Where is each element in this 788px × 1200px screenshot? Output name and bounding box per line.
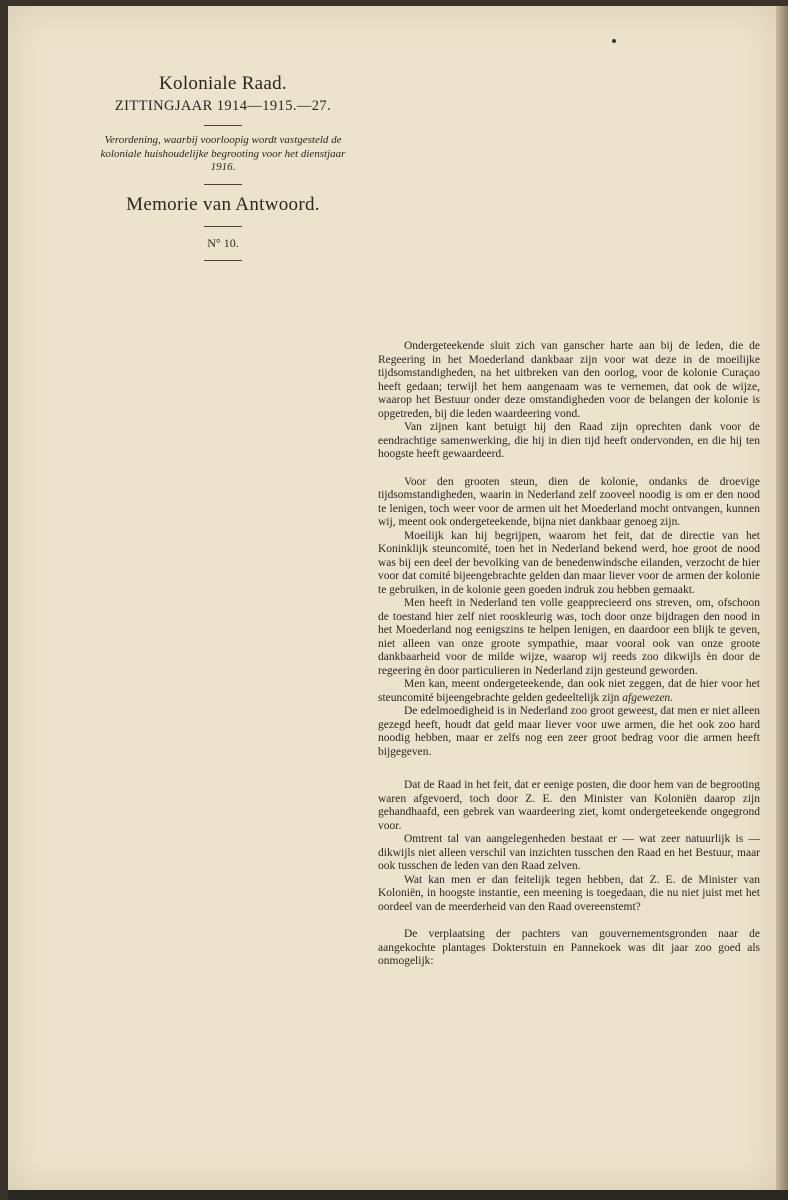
divider xyxy=(204,184,242,185)
memo-body xyxy=(378,340,760,969)
divider xyxy=(204,226,242,227)
divider xyxy=(204,125,242,126)
ordinance-description: Verordening, waarbij voorloopig wordt vastgesteld de koloniale huishoudelijke begrooting voor het dienstjaar 1916. xyxy=(100,134,346,173)
paragraph: Ondergeteekende sluit zich van ganscher harte aan bij de leden, die de Regeering in het Moederland dankbaar zijn voor wat deze in de moeilijke tijdsomstandigheden, na het uitbreken van den oorlog, voor de kolonie Curaçao heeft gedaan; terwijl het hem aangenaam was te vernemen, dat ook de wijze, waarop het Bestuur onder deze omstandigheden voor de belangen der kolonie is opgetreden, bij die leden waardeering vond. xyxy=(378,340,760,420)
document-page xyxy=(8,6,776,1190)
paragraph: De edelmoedigheid is in Nederland zoo groot geweest, dat men er niet alleen gezegd heeft, houdt dat geld maar liever voor uwe armen, die het ook zoo hard noodig hebben, maar er zelfs nog een zeer groot bedrag voor die armen heeft bijgegeven. xyxy=(378,705,760,758)
paragraph: Moeilijk kan hij begrijpen, waarom het feit, dat de directie van het Koninklijk steuncomité, toen het in Nederland bekend werd, hoe groot de nood was bij een deel der bevolking van de benedenwindsche eilanden, verzocht de hier voor dat comité bijeengebrachte gelden dan maar liever voor de armen der kolonie te gebruiken, in de kolonie geen goeden indruk zou hebben gemaakt. xyxy=(378,529,760,596)
paragraph: Voor den grooten steun, dien de kolonie, ondanks de droevige tijdsomstandigheden, waarin in Nederland zelf zooveel noodig is om er den nood te lenigen, toch weer voor de armen uit het Moederland mocht ontvangen, kunnen wij, meent ook ondergeteekende, bijna niet dankbaar genoeg zijn. xyxy=(378,475,760,528)
document-header xyxy=(88,72,358,269)
paragraph: Men heeft in Nederland ten volle geapprecieerd ons streven, om, ofschoon de toestand hier zelf niet rooskleurig was, toch door onze bijdragen den nood in het Moederland nog eenigszins te helpen lenigen, en daardoor een blijk te geven, niet alleen van onze groote sympathie, maar vooral ook van onze groote dankbaarheid voor de milde wijze, waarop wij reeds zoo dikwijls èn door de regeering èn door particulieren in Nederland zijn gesteund geworden. xyxy=(378,597,760,677)
ink-speck xyxy=(612,39,616,43)
divider xyxy=(204,260,242,261)
page-edge xyxy=(776,6,788,1190)
paragraph: Van zijnen kant betuigt hij den Raad zijn oprechten dank voor de eendrachtige samenwerking, die hij in dien tijd heeft ondervonden, en die hij ten hoogste heeft gewaardeerd. xyxy=(378,421,760,460)
document-number: N° 10. xyxy=(207,235,239,250)
council-title: Koloniale Raad. xyxy=(159,73,287,94)
paragraph: Wat kan men er dan feitelijk tegen hebben, dat Z. E. de Minister van Koloniën, in hoogste instantie, een meening is toegedaan, die nu niet juist met het oordeel van de meerderheid van den Raad overeenstemt? xyxy=(378,873,760,913)
paragraph: De verplaatsing der pachters van gouvernementsgronden naar de aangekochte plantages Dokterstuin en Pannekoek was dit jaar zoo goed als onmogelijk: xyxy=(378,928,760,967)
memo-title: Memorie van Antwoord. xyxy=(126,193,320,215)
session-year: ZITTINGJAAR 1914—1915.—27. xyxy=(114,98,332,114)
paragraph xyxy=(378,678,760,705)
emphasis: afgewezen. xyxy=(622,691,674,704)
scan-border xyxy=(8,1190,788,1200)
paragraph: Omtrent tal van aangelegenheden bestaat er — wat zeer natuurlijk is — dikwijls niet alleen verschil van inzichten tusschen den Raad en het Bestuur, maar ook tusschen de leden van den Raad zelven. xyxy=(378,833,760,872)
paragraph: Dat de Raad in het feit, dat er eenige posten, die door hem van de begrooting waren afgevoerd, toch door Z. E. den Minister van Koloniën daarop zijn gehandhaafd, een gebrek van waardeering ziet, komt ondergeteekende ongegrond voor. xyxy=(378,779,760,832)
paragraph-text: Men kan, meent ondergeteekende, dan ook niet zeggen, dat de hier voor het steuncomité bijeengebrachte gelden gedeeltelijk zijn xyxy=(378,678,760,704)
